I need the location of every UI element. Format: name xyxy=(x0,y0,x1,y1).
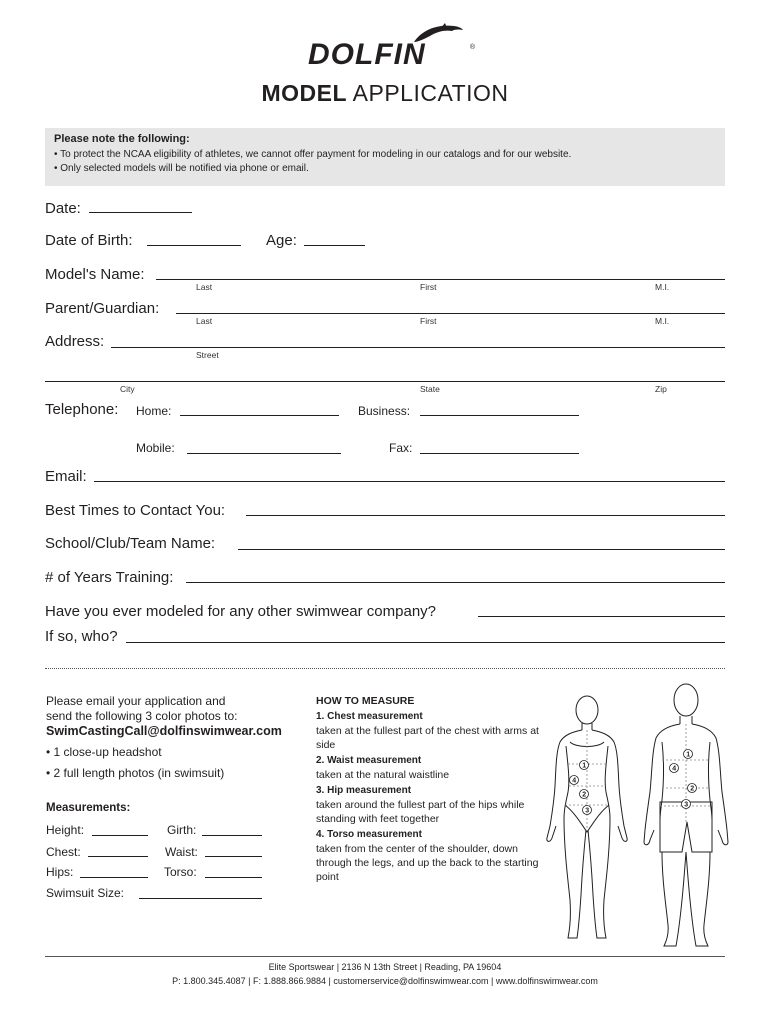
parent-field[interactable] xyxy=(176,313,725,314)
swimsuit-field[interactable] xyxy=(139,898,262,899)
step-title: 4. Torso measurement xyxy=(316,829,422,840)
height-field[interactable] xyxy=(92,835,148,836)
fax-field[interactable] xyxy=(420,453,579,454)
step-desc: taken at the natural waistline xyxy=(316,769,450,781)
years-field[interactable] xyxy=(186,582,725,583)
email-field[interactable] xyxy=(94,481,725,482)
last-label: Last xyxy=(196,316,213,326)
state-label: State xyxy=(420,384,440,394)
brand-name: DOLFIN xyxy=(308,38,426,71)
dob-label: Date of Birth: xyxy=(45,232,133,249)
best-times-field[interactable] xyxy=(246,515,725,516)
date-label: Date: xyxy=(45,200,81,217)
step-title: 2. Waist measurement xyxy=(316,755,422,766)
home-label: Home: xyxy=(136,404,172,418)
page-title xyxy=(0,80,770,107)
notice-box xyxy=(45,128,725,186)
mobile-label: Mobile: xyxy=(136,441,175,455)
model-name-label: Model's Name: xyxy=(45,266,145,283)
badge-number: 3 xyxy=(684,801,689,809)
footer-address: Elite Sportswear | 2136 N 13th Street | Reading, PA 19604 xyxy=(268,962,502,972)
height-label: Height: xyxy=(46,823,85,837)
telephone-label: Telephone: xyxy=(45,401,119,418)
school-label: School/Club/Team Name: xyxy=(45,535,216,552)
waist-label: Waist: xyxy=(165,845,198,859)
hips-field[interactable] xyxy=(80,877,148,878)
footer-contact: P: 1.800.345.4087 | F: 1.888.866.9884 | customerservice@dolfinswimwear.com | www.dolfinswimwear.com xyxy=(172,976,598,986)
badge-number: 4 xyxy=(672,765,677,773)
email-label: Email: xyxy=(45,468,87,485)
swimsuit-label: Swimsuit Size: xyxy=(46,886,125,900)
mi-label: M.I. xyxy=(655,316,670,326)
dob-field[interactable] xyxy=(147,245,241,246)
date-field[interactable] xyxy=(89,212,192,213)
business-phone-field[interactable] xyxy=(420,415,579,416)
step-title: 1. Chest measurement xyxy=(316,711,423,722)
business-label: Business: xyxy=(358,404,411,418)
registered-mark: ® xyxy=(469,44,475,51)
girth-field[interactable] xyxy=(202,835,262,836)
fax-label: Fax: xyxy=(389,441,413,455)
home-phone-field[interactable] xyxy=(180,415,339,416)
address-label: Address: xyxy=(45,333,105,350)
city-label: City xyxy=(120,384,135,394)
section-divider xyxy=(45,668,725,669)
notice-item: • To protect the NCAA eligibility of athletes, we cannot offer payment for modeling in our catalogs and for our website. xyxy=(54,149,572,160)
zip-label: Zip xyxy=(655,384,667,394)
girth-label: Girth: xyxy=(167,823,197,837)
hips-label: Hips: xyxy=(46,865,74,879)
years-label: # of Years Training: xyxy=(45,569,174,586)
waist-field[interactable] xyxy=(205,856,262,857)
last-label: Last xyxy=(196,282,213,292)
photo-item: • 2 full length photos (in swimsuit) xyxy=(46,766,225,780)
photo-item: • 1 close-up headshot xyxy=(46,745,162,759)
badge-number: 1 xyxy=(686,751,691,759)
street-field[interactable] xyxy=(111,347,725,348)
badge-number: 4 xyxy=(572,777,577,785)
mi-label: M.I. xyxy=(655,282,670,292)
step-desc: taken around the fullest part of the hips while standing with feet together xyxy=(316,799,525,825)
casting-email-link[interactable]: SwimCastingCall@dolfinswimwear.com xyxy=(46,724,282,738)
age-field[interactable] xyxy=(304,245,365,246)
first-label: First xyxy=(420,282,437,292)
torso-label: Torso: xyxy=(164,865,197,879)
instructions-line: send the following 3 color photos to: xyxy=(46,709,238,723)
first-label: First xyxy=(420,316,437,326)
measurements-heading: Measurements: xyxy=(46,802,131,814)
title-bold: MODEL xyxy=(261,80,348,106)
step-desc: taken from the center of the shoulder, down through the legs, and up the back to the starting point xyxy=(316,843,539,883)
school-field[interactable] xyxy=(238,549,725,550)
how-to-heading: HOW TO MEASURE xyxy=(316,695,415,707)
badge-number: 3 xyxy=(585,807,590,815)
step-title: 3. Hip measurement xyxy=(316,785,412,796)
instructions-block xyxy=(46,694,311,781)
best-times-label: Best Times to Contact You: xyxy=(45,502,226,519)
dolfin-logo xyxy=(300,22,475,70)
torso-field[interactable] xyxy=(205,877,262,878)
city-state-zip-field[interactable] xyxy=(45,381,725,382)
chest-field[interactable] xyxy=(88,856,148,857)
who-field[interactable] xyxy=(126,642,725,643)
chest-label: Chest: xyxy=(46,845,81,859)
model-name-field[interactable] xyxy=(156,279,725,280)
notice-heading: Please note the following: xyxy=(54,133,190,145)
notice-item: • Only selected models will be notified via phone or email. xyxy=(54,163,309,174)
female-figure-illustration xyxy=(540,690,635,945)
modeled-field[interactable] xyxy=(478,616,725,617)
modeled-label: Have you ever modeled for any other swimwear company? xyxy=(45,603,437,620)
footer-divider xyxy=(45,956,725,957)
badge-number: 2 xyxy=(690,785,695,793)
parent-label: Parent/Guardian: xyxy=(45,300,160,317)
badge-number: 1 xyxy=(582,762,587,770)
badge-number: 2 xyxy=(582,791,587,799)
who-label: If so, who? xyxy=(45,628,118,645)
male-figure-illustration xyxy=(640,680,740,950)
title-rest: APPLICATION xyxy=(347,80,509,106)
step-desc: taken at the fullest part of the chest with arms at side xyxy=(316,725,539,751)
street-label: Street xyxy=(196,350,219,360)
instructions-line: Please email your application and xyxy=(46,694,226,708)
mobile-phone-field[interactable] xyxy=(187,453,341,454)
age-label: Age: xyxy=(266,232,297,249)
how-to-measure xyxy=(316,694,541,886)
